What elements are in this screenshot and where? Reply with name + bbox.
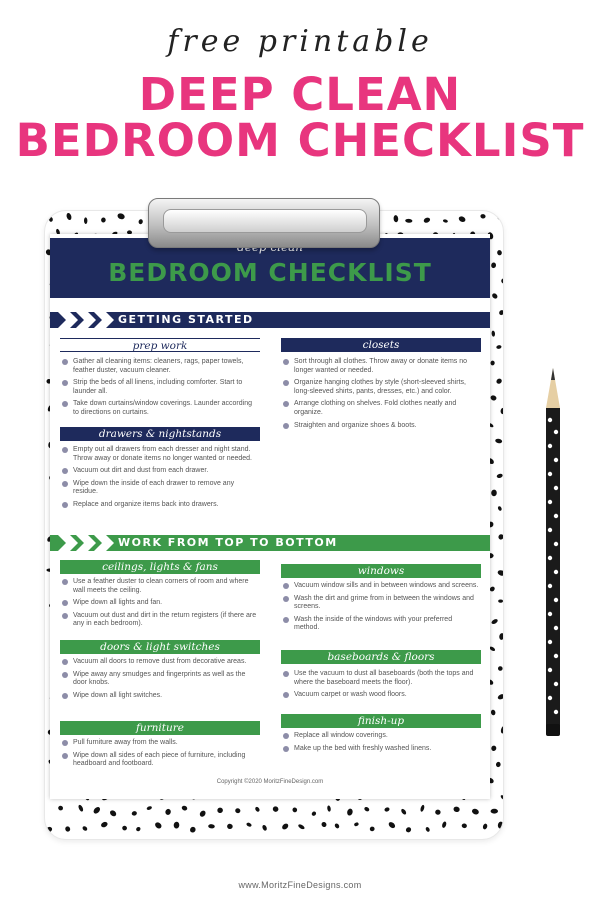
bullet-icon [283, 423, 289, 429]
polka-dot [135, 826, 141, 832]
polka-dot [425, 826, 431, 832]
polka-dot [208, 824, 215, 829]
polka-dot [499, 633, 504, 640]
checklist-item-text: Wipe down all sides of each piece of furniture, including headboard and footboard. [73, 751, 246, 768]
polka-dot [491, 618, 499, 625]
subheading-drawers-nightstands: drawers & nightstands [60, 427, 260, 441]
checklist-item-text: Replace all window coverings. [294, 732, 388, 739]
bullet-icon [283, 596, 289, 602]
checklist-item-text: Vacuum all doors to remove dust from decorative areas. [73, 658, 247, 665]
polka-dot [491, 330, 495, 336]
polka-dot [497, 693, 504, 700]
windows-list [283, 582, 479, 637]
polka-dot [189, 826, 197, 834]
polka-dot [503, 585, 504, 592]
tagline: free printable [167, 24, 433, 59]
checklist-item-text: Wash the inside of the windows with your preferred method. [294, 615, 453, 632]
bullet-icon [62, 600, 68, 606]
polka-dot [458, 215, 467, 223]
polka-dot [500, 726, 504, 734]
subheading-doors-light-switches: doors & light switches [60, 640, 260, 654]
drawers-list [62, 446, 258, 514]
polka-dot [292, 807, 298, 813]
bullet-icon [62, 447, 68, 453]
bullet-icon [283, 380, 289, 386]
sheet-title: BEDROOM CHECKLIST [108, 258, 432, 287]
polka-dot [491, 262, 497, 268]
subheading-prep-work: prep work [60, 338, 260, 352]
polka-dot [497, 250, 503, 256]
page-title-line-2: BEDROOM CHECKLIST [15, 114, 585, 167]
polka-dot [227, 823, 233, 829]
checklist-item-text: Vacuum out dirt and dust from each drawer. [73, 467, 209, 475]
polka-dot [491, 745, 497, 752]
checklist-item [62, 752, 258, 769]
checklist-item [283, 691, 479, 700]
checklist-item [283, 358, 479, 375]
bullet-icon [62, 468, 68, 474]
bullet-icon [62, 659, 68, 665]
polka-dot [311, 811, 317, 817]
clip-opening [163, 209, 367, 233]
checklist-item-text: Gather all cleaning items: cleaners, rags, paper towels, feather duster, vacuum cleaner. [73, 358, 244, 374]
bullet-icon [283, 401, 289, 407]
polka-dot [146, 806, 152, 811]
polka-dot [297, 823, 305, 830]
polka-dot [217, 807, 224, 814]
checklist-item-text: Organize hanging clothes by style (short-sleeved shirts, long-sleeved shirts, pants, dresses, etc.) and color. [294, 379, 466, 395]
polka-dot [45, 826, 53, 833]
polka-dot [497, 506, 502, 512]
checklist-item [62, 379, 258, 396]
checklist-item-text: Make up the bed with freshly washed linens. [294, 744, 432, 752]
checklist-item [62, 599, 258, 608]
checklist-item-text: Wipe down all light switches. [73, 691, 163, 699]
checklist-item-text: Use a feather duster to clean corners of room and where wall meets the ceiling. [73, 578, 249, 594]
bullet-icon [62, 481, 68, 487]
bullet-icon [62, 672, 68, 678]
checklist-item-text: Strip the beds of all linens, including comforter. Start to launder all. [73, 379, 243, 395]
polka-dot [66, 212, 73, 220]
bullet-icon [62, 613, 68, 619]
subheading-furniture: furniture [60, 721, 260, 735]
checklist-item [283, 670, 479, 687]
bullet-icon [62, 359, 68, 365]
polka-dot [246, 822, 252, 828]
checklist-item [62, 467, 258, 476]
polka-dot [364, 806, 371, 812]
page-title-line-1: DEEP CLEAN [138, 68, 462, 121]
polka-dot [346, 808, 353, 816]
checklist-item [62, 578, 258, 595]
checklist-item [62, 400, 258, 417]
checklist-item [62, 358, 258, 375]
bullet-icon [283, 733, 289, 739]
polka-dot [117, 212, 126, 220]
polka-dot [500, 408, 504, 415]
checklist-item [62, 658, 258, 667]
bullet-icon [62, 740, 68, 746]
polka-dot [235, 808, 241, 814]
polka-dot [82, 825, 89, 831]
polka-dot [496, 345, 502, 350]
polka-dot [281, 822, 289, 830]
polka-dot [480, 214, 486, 219]
bullet-icon [62, 579, 68, 585]
polka-dot [272, 805, 279, 812]
polka-dot [165, 808, 172, 816]
section-label: GETTING STARTED [118, 313, 254, 326]
checklist-item-text: Take down curtains/window coverings. Launder according to directions on curtains. [73, 400, 252, 416]
polka-dot [49, 217, 54, 222]
bullet-icon [62, 380, 68, 386]
closets-list [283, 358, 479, 434]
checklist-item [283, 732, 479, 741]
polka-dot [100, 821, 108, 828]
polka-dot [461, 823, 467, 829]
polka-dot [496, 762, 501, 768]
polka-dot [84, 217, 88, 224]
chevron-arrows-icon [58, 535, 114, 551]
polka-dot [490, 394, 497, 401]
checklist-item-text: Empty out all drawers from each dresser and night stand. Throw away or donate items no longer wanted or needed. [73, 446, 252, 462]
polka-dot [490, 709, 495, 715]
polka-dot [92, 806, 101, 815]
polka-dot [262, 824, 268, 831]
bullet-icon [283, 617, 289, 623]
polka-dot [497, 821, 503, 829]
polka-dot [199, 810, 207, 818]
finish-up-list [283, 732, 479, 757]
polka-dot [57, 805, 63, 811]
polka-dot [443, 219, 449, 223]
polka-dot [334, 823, 340, 830]
prep-work-list [62, 358, 258, 422]
clipboard-clip [148, 198, 380, 248]
polka-dot [400, 808, 407, 815]
polka-dot [384, 807, 390, 813]
polka-dot [498, 309, 504, 316]
polka-dot [497, 214, 504, 221]
checklist-item-text: Vacuum window sills and in between windows and screens. [294, 582, 479, 589]
polka-dot [131, 811, 137, 817]
pencil-icon [541, 368, 565, 738]
polka-dot [490, 360, 494, 365]
checklist-item [62, 612, 258, 629]
polka-dot [181, 805, 188, 811]
checklist-item [283, 745, 479, 754]
polka-dot [500, 794, 504, 801]
polka-dot [327, 805, 331, 812]
bullet-icon [62, 401, 68, 407]
subheading-ceilings-lights-fans: ceilings, lights & fans [60, 560, 260, 574]
bullet-icon [62, 753, 68, 759]
polka-dot [498, 533, 504, 540]
checklist-item-text: Wash the dirt and grime from in between the windows and screens. [294, 594, 474, 611]
polka-dot [441, 821, 447, 829]
checklist-item-text: Replace and organize items back into drawers. [73, 500, 219, 508]
bullet-icon [283, 671, 289, 677]
checklist-item [62, 446, 258, 463]
subheading-finish-up: finish-up [281, 714, 481, 728]
checklist-item-text: Pull furniture away from the walls. [73, 739, 178, 746]
checklist-item-text: Vacuum out dust and dirt in the return registers (if there are any in each bedroom). [73, 611, 257, 628]
section-band-top-to-bottom [50, 535, 490, 551]
polka-dot [405, 219, 412, 223]
baseboards-list [283, 670, 479, 704]
subheading-windows: windows [281, 564, 481, 578]
polka-dot [491, 489, 497, 496]
polka-dot [471, 808, 480, 816]
polka-dot [254, 806, 260, 812]
subheading-baseboards-floors: baseboards & floors [281, 650, 481, 664]
bullet-icon [283, 583, 289, 589]
bullet-icon [283, 746, 289, 752]
polka-dot [435, 809, 441, 815]
doors-list [62, 658, 258, 704]
checklist-item [283, 595, 479, 612]
checklist-item [283, 400, 479, 417]
checklist-item [283, 422, 479, 431]
checklist-item [62, 671, 258, 688]
checklist-item [283, 379, 479, 396]
bullet-icon [62, 693, 68, 699]
checklist-item-text: Straighten and organize shoes & boots. [294, 421, 417, 429]
polka-dot [497, 569, 504, 576]
polka-dot [420, 804, 425, 812]
polka-dot [496, 473, 503, 479]
checklist-item-text: Wipe away any smudges and fingerprints as well as the door knobs. [73, 670, 246, 687]
checklist-item-text: Sort through all clothes. Throw away or donate items no longer wanted or needed. [294, 358, 468, 374]
polka-dot [138, 219, 143, 225]
checklist-item [62, 501, 258, 510]
checklist-item [62, 692, 258, 701]
bullet-icon [62, 502, 68, 508]
polka-dot [482, 823, 488, 830]
polka-dot [498, 599, 503, 602]
polka-dot [354, 822, 360, 827]
chevron-arrows-icon [58, 312, 114, 328]
polka-dot [453, 806, 460, 813]
polka-dot [423, 217, 431, 224]
polka-dot [78, 804, 85, 812]
polka-dot [369, 826, 375, 832]
polka-dot [321, 821, 328, 828]
bullet-icon [283, 359, 289, 365]
bullet-icon [283, 692, 289, 698]
checklist-sheet [50, 234, 490, 799]
section-band-getting-started [50, 312, 490, 328]
checklist-item-text: Vacuum carpet or wash wood floors. [294, 691, 407, 699]
checklist-item [62, 480, 258, 497]
copyright-notice: Copyright ©2020 MoritzFineDesign.com [216, 779, 324, 785]
checklist-item [283, 582, 479, 591]
polka-dot [101, 217, 106, 222]
footer-url: www.MoritzFineDesigns.com [238, 880, 362, 890]
polka-dot [405, 826, 412, 833]
checklist-item-text: Use the vacuum to dust all baseboards (both the tops and where the baseboard meets the floor). [294, 670, 474, 686]
checklist-item [62, 739, 258, 748]
polka-dot [491, 292, 498, 299]
polka-dot [109, 809, 118, 817]
polka-dot [154, 821, 163, 830]
subheading-closets: closets [281, 338, 481, 352]
ceilings-list [62, 578, 258, 633]
checklist-item [283, 616, 479, 633]
furniture-list [62, 739, 258, 773]
polka-dot [393, 215, 398, 223]
polka-dot [64, 826, 71, 833]
polka-dot [495, 378, 502, 385]
section-label: WORK FROM TOP TO BOTTOM [118, 536, 338, 549]
checklist-item-text: Wipe down the inside of each drawer to remove any residue. [73, 479, 235, 496]
polka-dot [497, 665, 503, 671]
checklist-item-text: Arrange clothing on shelves. Fold clothes neatly and organize. [294, 400, 457, 416]
polka-dot [491, 809, 498, 814]
polka-dot [501, 278, 504, 284]
checklist-item-text: Wipe down all lights and fan. [73, 599, 163, 607]
polka-dot [388, 821, 397, 829]
polka-dot [495, 438, 503, 444]
polka-dot [121, 825, 127, 831]
polka-dot [173, 821, 179, 828]
